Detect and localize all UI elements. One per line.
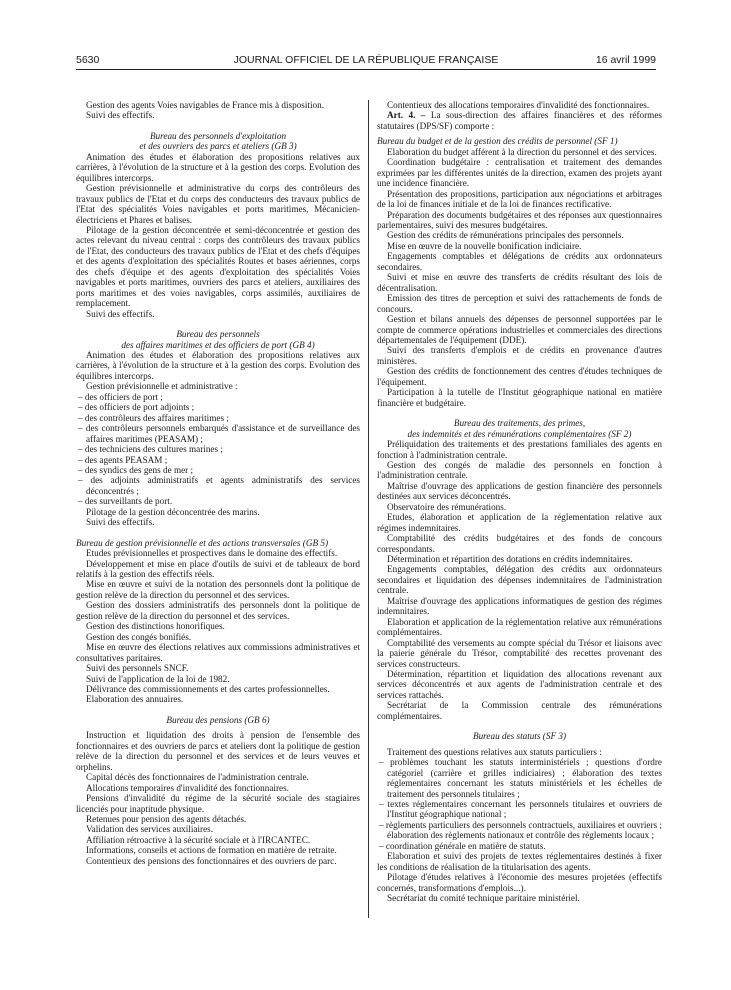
paragraph: Capital décès des fonctionnaires de l'administration centrale. <box>86 772 309 783</box>
paragraph: Contentieux des pensions des fonctionnaires et des ouvriers de parc. <box>86 855 337 866</box>
paragraph: Etudes prévisionnelles et prospectives dans le domaine des effectifs. <box>86 548 338 559</box>
issue-date: 16 avril 1999 <box>595 54 656 66</box>
paragraph: Gestion des congés de maladie des personnels en fonction à l'administration centrale. <box>377 459 662 481</box>
list-item: – des syndics des gens de mer ; <box>78 464 194 475</box>
paragraph: Secrétariat de la Commission centrale des rémunérations complémentaires. <box>377 700 662 721</box>
paragraph: Observatoire des rémunérations. <box>387 501 507 512</box>
paragraph: Maîtrise d'ouvrage des applications informatiques de gestion des régimes indemnitaires. <box>377 595 662 617</box>
left-column <box>76 100 360 866</box>
paragraph: Maîtrise d'ouvrage des applications de gestion financière des personnels destinées aux services déconcentrés. <box>377 480 662 502</box>
paragraph: Comptabilité des crédits budgétaires et des fonds de concours correspondants. <box>377 533 662 554</box>
section-heading-gb4: Bureau des personnels <box>176 329 260 340</box>
section-heading-gb3: Bureau des personnels d'exploitation <box>149 130 287 141</box>
paragraph: Gestion prévisionnelle et administrative du corps des contrôleurs des travaux publics de l'Etat et du corps des conducteurs des travaux publics de l'Etat des spécialités Voies navigables et ports maritimes, Mécanicien-électriciens et Phares et balises. <box>76 183 360 225</box>
paragraph: Suivi des effectifs. <box>86 110 155 121</box>
paragraph: Coordination budgétaire : centralisation et traitement des demandes exprimées par les différentes unités de la direction, examen des projets ayant une incidence financière. <box>377 157 662 189</box>
list-item: – des adjoints administratifs et agents administratifs des services déconcentrés ; <box>78 475 360 496</box>
journal-title: JOURNAL OFFICIEL DE LA RÉPUBLIQUE FRANÇAISE <box>233 54 499 66</box>
paragraph: Gestion des distinctions honorifiques. <box>86 621 225 632</box>
list-item: – des officiers de port adjoints ; <box>78 402 195 413</box>
paragraph: Suivi et mise en œuvre des transferts de crédits résultant des lois de décentralisation. <box>377 272 662 293</box>
paragraph: Mise en œuvre des élections relatives aux commissions administratives et consultatives paritaires. <box>76 642 360 663</box>
paragraph: Instruction et liquidation des droits à pension de l'ensemble des fonctionnaires et des ouvriers de parcs et ateliers dont la politique de gestion relève de la direction du personnel et des services et de leurs veuves et orphelins. <box>76 730 360 772</box>
column-divider <box>368 100 369 918</box>
article-label: Art. 4. – <box>387 110 426 121</box>
paragraph: Gestion des crédits de fonctionnement des centres d'études techniques de l'équipement. <box>377 366 662 387</box>
paragraph: Détermination et répartition des dotations en crédits indemnitaires. <box>387 554 633 565</box>
paragraph: Elaboration du budget afférent à la direction du personnel et des services. <box>387 146 657 157</box>
paragraph: Gestion des crédits de rémunérations principales des personnels. <box>387 230 624 241</box>
section-heading-sf2: Bureau des traitements, des primes, <box>453 418 586 429</box>
paragraph: Pilotage d'études relatives à l'économie des mesures projetées (effectifs concernés, transformations d'emplois...). <box>377 872 662 893</box>
paragraph: Préliquidation des traitements et des prestations familiales des agents en fonction à l'administration centrale. <box>377 439 662 460</box>
paragraph: Gestion prévisionnelle et administrative : <box>86 381 238 392</box>
paragraph: Préparation des documents budgétaires et des réponses aux questionnaires parlementaires, suivi des mesures budgétaires. <box>377 209 662 230</box>
paragraph: Informations, conseils et actions de formation en matière de retraite. <box>86 845 337 856</box>
paragraph: Animation des études et élaboration des propositions relatives aux carrières, à l'évolution de la structure et à la gestion des corps. Evolution des équilibres intercorps. <box>76 151 360 183</box>
paragraph: Emission des titres de perception et suivi des rattachements de fonds de concours. <box>377 293 662 314</box>
paragraph: Etudes, élaboration et application de la réglementation relative aux régimes indemnitaires. <box>377 512 662 533</box>
paragraph: Gestion et bilans annuels des dépenses de personnel supportées par le compte de commerce opérations industrielles et commerciales des directions départementales de l'équipement (DDE). <box>377 314 662 345</box>
list-item: – des contrôleurs des affaires maritimes ; <box>78 412 229 423</box>
paragraph: Suivi de l'application de la loi de 1982. <box>86 673 230 684</box>
paragraph: Affiliation rétroactive à la sécurité sociale et à l'IRCANTEC. <box>86 834 311 845</box>
paragraph: Suivi des transferts d'emplois et de crédits en provenance d'autres ministères. <box>377 345 662 366</box>
list-item: – des agents PEASAM ; <box>78 454 168 465</box>
paragraph: Détermination, répartition et liquidation des allocations revenant aux services déconcentrés et aux agents de l'administration centrale et des services rattachés. <box>377 669 662 700</box>
article-4 <box>377 110 662 131</box>
paragraph: Elaboration et suivi des projets de textes réglementaires destinés à fixer les conditions de réalisation de la titularisation des agents. <box>377 851 662 872</box>
paragraph: Participation à la tutelle de l'Institut géographique national en matière financière et budgétaire. <box>377 387 662 408</box>
page-header <box>76 54 656 68</box>
paragraph: Elaboration des annuaires. <box>86 694 184 705</box>
paragraph: Gestion des agents Voies navigables de France mis à disposition. <box>86 100 324 110</box>
paragraph: Engagements comptables, délégation des crédits aux ordonnateurs secondaires et liquidation des dépenses indemnitaires de l'administration centrale. <box>377 564 662 596</box>
section-heading-gb3-line2: et des ouvriers des parcs et ateliers (GB 3) <box>139 141 297 152</box>
list-item: – textes réglementaires concernant les personnels titulaires et ouvriers de l'Institut géographique national ; <box>379 799 662 820</box>
article-text: La sous-direction des affaires financières et des réformes statutaires (DPS/SF) comporte : <box>377 110 662 131</box>
paragraph: Suivi des effectifs. <box>86 308 155 319</box>
paragraph: Pilotage de la gestion déconcentrée et semi-déconcentrée et gestion des actes relevant du niveau central : corps des contrôleurs des travaux publics de l'Etat, des conducteurs des travaux publics de l'Etat et des chefs d'équipes et des agents d'exploitation des spécialités Routes et bases aériennes, corps des chefs d'équipe et des agents d'exploitation des spécialités Voies navigables et ports maritimes, ouvriers des parcs et ateliers, auxiliaires des ports maritimes et des voies navigables, corps assimilés, auxiliaires de remplacement. <box>76 224 360 309</box>
paragraph: Secrétariat du comité technique paritaire ministériel. <box>387 893 580 904</box>
paragraph: Allocations temporaires d'invalidité des fonctionnaires. <box>86 782 289 793</box>
paragraph: Retenues pour pension des agents détachés. <box>86 814 247 824</box>
paragraph: Suivi des effectifs. <box>86 517 155 528</box>
paragraph: Gestion des dossiers administratifs des personnels dont la politique de gestion relève de la direction du personnel et des services. <box>76 600 360 621</box>
paragraph: Délivrance des commissionnements et des cartes professionnelles. <box>86 684 330 695</box>
section-heading-gb5: Bureau de gestion prévisionnelle et des actions transversales (GB 5) <box>76 537 329 548</box>
paragraph: Traitement des questions relatives aux statuts particuliers : <box>387 746 602 757</box>
paragraph: Pensions d'invalidité du régime de la sécurité sociale des stagiaires licenciés pour inaptitude physique. <box>76 793 360 814</box>
paragraph: Elaboration et application de la réglementation relative aux rémunérations complémentaires. <box>377 616 662 638</box>
paragraph: Pilotage de la gestion déconcentrée des marins. <box>86 506 260 517</box>
list-item: – problèmes touchant les statuts interministériels ; questions d'ordre catégoriel (carrière et grilles indiciaires) ; élaboration des textes réglementaires concernant les statuts ministériels et les échelles de traitement des personnels titulaires ; <box>379 757 662 799</box>
list-item: – coordination générale en matière de statuts. <box>379 840 546 851</box>
list-item: – des techniciens des cultures marines ; <box>78 444 223 455</box>
list-item: – règlements particuliers des personnels contractuels, auxiliaires et ouvriers ; élaboration des règlements nationaux et contrôle des règlements locaux ; <box>379 819 662 841</box>
paragraph: Présentation des propositions, participation aux négociations et arbitrages de la loi de finances initiale et de la loi de finances rectificative. <box>377 188 662 210</box>
list-item: – des surveillants de port. <box>78 496 173 507</box>
paragraph: Suivi des personnels SNCF. <box>86 663 189 674</box>
paragraph: Animation des études et élaboration des propositions relatives aux carrières, à l'évolution de la structure et à la gestion des corps. Evolution des équilibres intercorps. <box>76 349 360 381</box>
paragraph: Mise en œuvre de la nouvelle bonification indiciaire. <box>387 240 582 251</box>
section-heading-sf1: Bureau du budget et de la gestion des crédits de personnel (SF 1) <box>377 136 618 147</box>
paragraph: Comptabilité des versements au compte spécial du Trésor et liaisons avec la paierie générale du Trésor, comptabilité des recettes provenant des services constructeurs. <box>377 637 662 669</box>
header-rule <box>76 69 656 70</box>
page-number: 5630 <box>76 54 100 66</box>
paragraph: Développement et mise en place d'outils de suivi et de tableaux de bord relatifs à la gestion des effectifs réels. <box>76 558 360 580</box>
paragraph: Engagements comptables et délégations de crédits aux ordonnateurs secondaires. <box>377 251 662 272</box>
paragraph: Validation des services auxiliaires. <box>86 824 214 835</box>
list-item: – des officiers de port ; <box>78 391 163 402</box>
section-heading-gb6: Bureau des pensions (GB 6) <box>166 714 270 725</box>
paragraph: Gestion des congés bonifiés. <box>86 631 192 642</box>
right-column <box>377 100 662 904</box>
list-item: – des contrôleurs personnels embarqués d'assistance et de surveillance des affaires maritimes (PEASAM) ; <box>78 423 360 444</box>
paragraph: Mise en œuvre et suivi de la notation des personnels dont la politique de gestion relève de la direction du personnel et des services. <box>76 579 360 600</box>
section-heading-gb4-line2: des affaires maritimes et des officiers de port (GB 4) <box>121 339 315 350</box>
section-heading-sf3: Bureau des statuts (SF 3) <box>472 731 567 742</box>
paragraph: Contentieux des allocations temporaires d'invalidité des fonctionnaires. <box>387 100 650 110</box>
section-heading-sf2-line2: des indemnités et des rémunérations complémentaires (SF 2) <box>407 428 632 439</box>
